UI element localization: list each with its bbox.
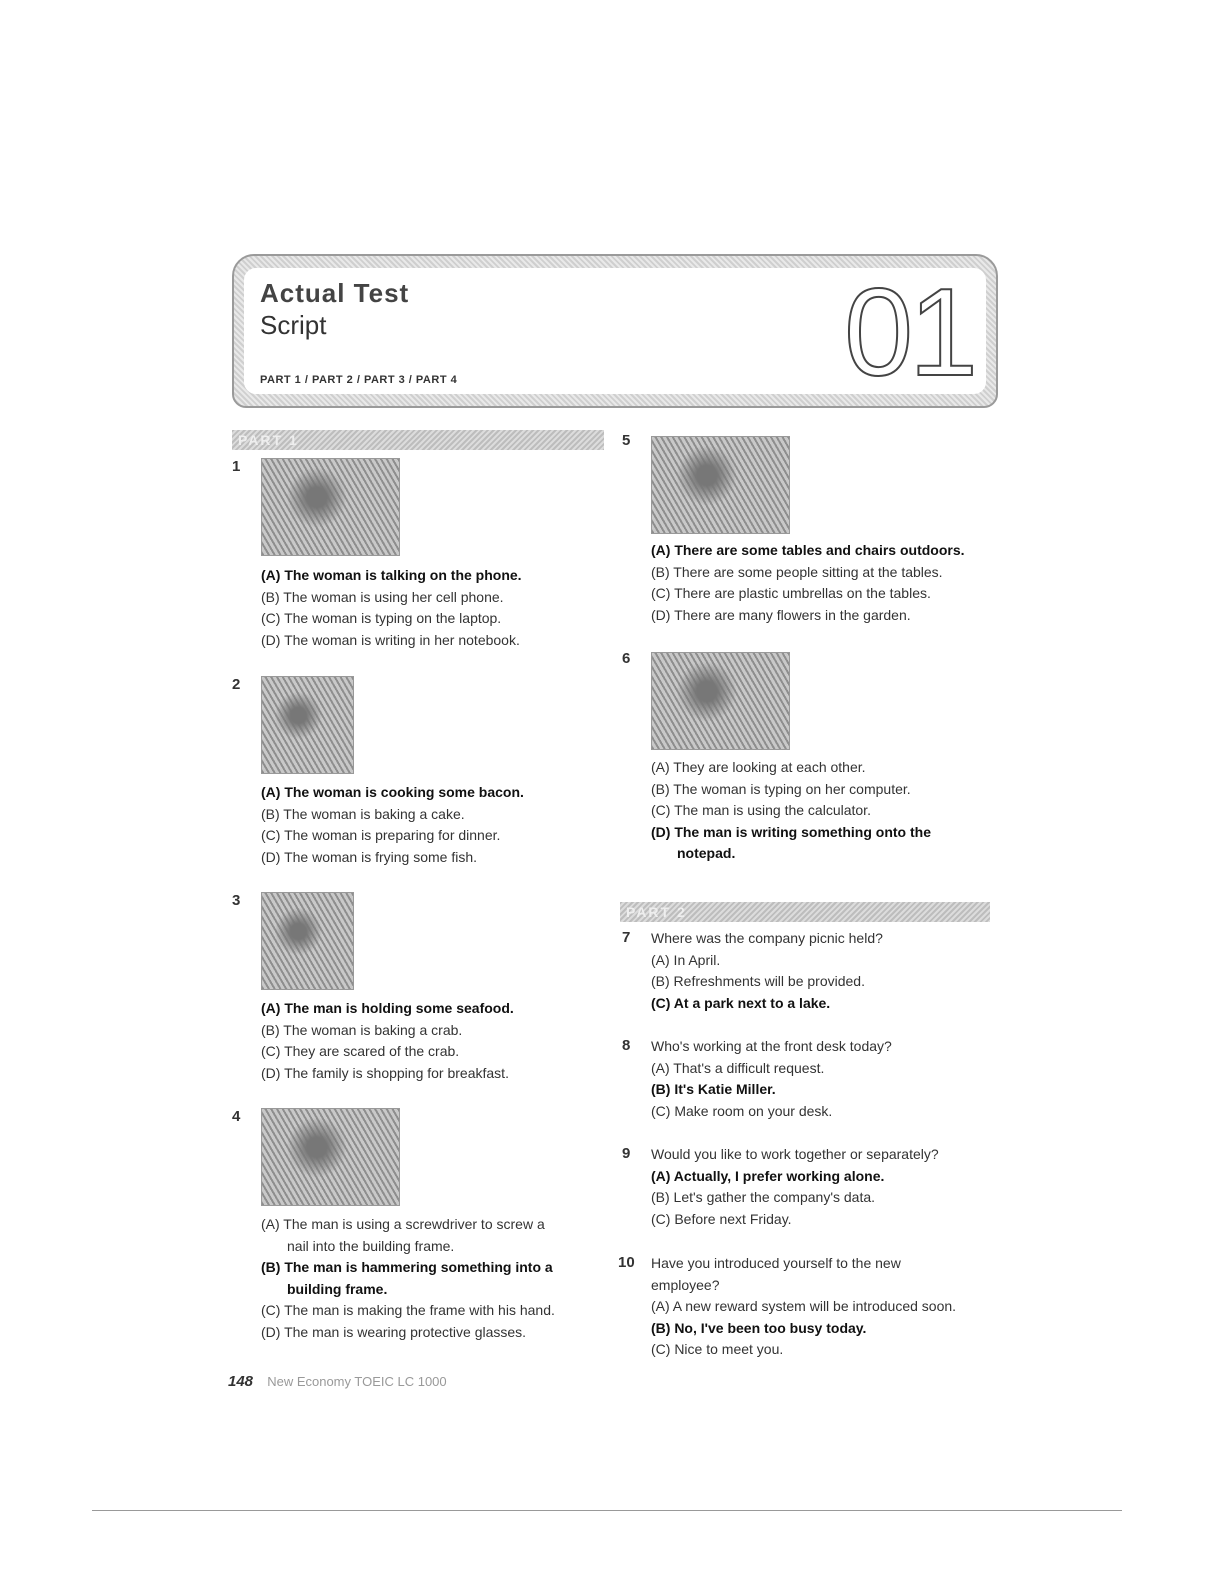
question-number: 10 [618, 1254, 635, 1271]
section-bar-part2 [620, 902, 990, 922]
answer-option: (B) Refreshments will be provided. [651, 973, 865, 989]
question-text-cont: employee? [651, 1276, 720, 1293]
answer-option: (A) The woman is cooking some bacon. [261, 784, 524, 800]
header-inner [244, 264, 986, 402]
answer-option: (A) Actually, I prefer working alone. [651, 1167, 885, 1184]
answer-option: (A) A new reward system will be introduced soon. [651, 1298, 957, 1314]
answer-option: (D) The man is writing something onto the [651, 823, 931, 840]
section-label-part1: PART 1 [238, 432, 299, 448]
answer-option-cont: notepad. [677, 845, 736, 861]
answer-option: (B) There are some people sitting at the tables. [651, 563, 943, 580]
answer-options [261, 565, 522, 651]
question-number: 3 [232, 892, 241, 909]
answer-option: (C) There are plastic umbrellas on the tables. [651, 585, 931, 601]
answer-option: (B) The man is hammering something into a [261, 1259, 553, 1275]
question-number: 8 [622, 1037, 631, 1054]
answer-option: (A) In April. [651, 951, 721, 968]
question-number: 2 [232, 676, 241, 693]
question-photo [651, 436, 790, 534]
answer-option: (C) Before next Friday. [651, 1210, 792, 1227]
question-photo [261, 458, 400, 556]
answer-option: (C) The man is using the calculator. [651, 802, 871, 818]
question-text: Have you introduced yourself to the new [651, 1255, 901, 1271]
answer-option: (D) The family is shopping for breakfast. [261, 1064, 509, 1081]
answer-option: (C) The man is making the frame with his hand. [261, 1302, 555, 1318]
section-bar-part1 [232, 430, 604, 450]
answer-option: (A) They are looking at each other. [651, 759, 866, 775]
answer-options [651, 757, 931, 865]
test-header [232, 254, 998, 408]
answer-option: (B) The woman is baking a crab. [261, 1021, 463, 1038]
answer-options [651, 540, 965, 626]
answer-option: (A) The man is using a screwdriver to screw a [261, 1216, 545, 1232]
answer-option: (B) The woman is typing on her computer. [651, 780, 911, 797]
header-parts: PART 1 / PART 2 / PART 3 / PART 4 [260, 374, 458, 386]
page-footer [228, 1373, 447, 1390]
question-number: 6 [622, 650, 631, 667]
answer-option: (A) That's a difficult request. [651, 1059, 825, 1076]
question-photo [651, 652, 790, 750]
question-number: 4 [232, 1108, 241, 1125]
answer-option: (C) The woman is typing on the laptop. [261, 610, 502, 626]
answer-option: (B) The woman is using her cell phone. [261, 588, 504, 605]
question-number: 5 [622, 432, 631, 449]
answer-option: (A) There are some tables and chairs outdoors. [651, 542, 965, 558]
answer-option: (D) The man is wearing protective glasses. [261, 1323, 527, 1340]
header-title: Actual Test [260, 278, 410, 308]
answer-option: (D) There are many flowers in the garden. [651, 606, 911, 623]
answer-option: (C) Make room on your desk. [651, 1102, 833, 1119]
question-text: Who's working at the front desk today? [651, 1038, 892, 1054]
answer-option: (C) At a park next to a lake. [651, 994, 831, 1011]
test-number: 01 [844, 264, 974, 402]
page-number: 148 [228, 1373, 254, 1390]
answer-option: (D) The woman is frying some fish. [261, 848, 478, 865]
question-photo [261, 1108, 400, 1206]
answer-option-cont: nail into the building frame. [287, 1237, 455, 1254]
book-title: New Economy TOEIC LC 1000 [267, 1374, 447, 1389]
answer-option: (B) Let's gather the company's data. [651, 1189, 876, 1205]
answer-option-cont: building frame. [287, 1280, 388, 1297]
answer-option: (A) The man is holding some seafood. [261, 1000, 514, 1016]
answer-options [261, 998, 514, 1084]
section-label-part2: PART 2 [626, 904, 687, 920]
answer-option: (D) The woman is writing in her notebook. [261, 631, 520, 648]
question-text: Where was the company picnic held? [651, 930, 883, 946]
question-number: 7 [622, 929, 631, 946]
answer-option: (C) Nice to meet you. [651, 1341, 784, 1357]
bottom-divider [92, 1510, 1122, 1511]
answer-option: (B) No, I've been too busy today. [651, 1319, 867, 1336]
question-text: Would you like to work together or separately? [651, 1146, 939, 1162]
answer-options [651, 1036, 892, 1122]
answer-option: (B) It's Katie Miller. [651, 1081, 776, 1097]
answer-option: (A) The woman is talking on the phone. [261, 567, 522, 583]
question-photo [261, 676, 354, 774]
answer-option: (C) The woman is preparing for dinner. [261, 827, 501, 843]
answer-options [261, 1214, 555, 1343]
answer-options [651, 1253, 956, 1361]
answer-options [261, 782, 524, 868]
question-number: 1 [232, 458, 241, 475]
answer-options [651, 928, 883, 1014]
answer-options [651, 1144, 939, 1230]
question-photo [261, 892, 354, 990]
answer-option: (C) They are scared of the crab. [261, 1043, 460, 1059]
header-subtitle: Script [260, 310, 327, 340]
answer-option: (B) The woman is baking a cake. [261, 805, 465, 822]
question-number: 9 [622, 1145, 631, 1162]
